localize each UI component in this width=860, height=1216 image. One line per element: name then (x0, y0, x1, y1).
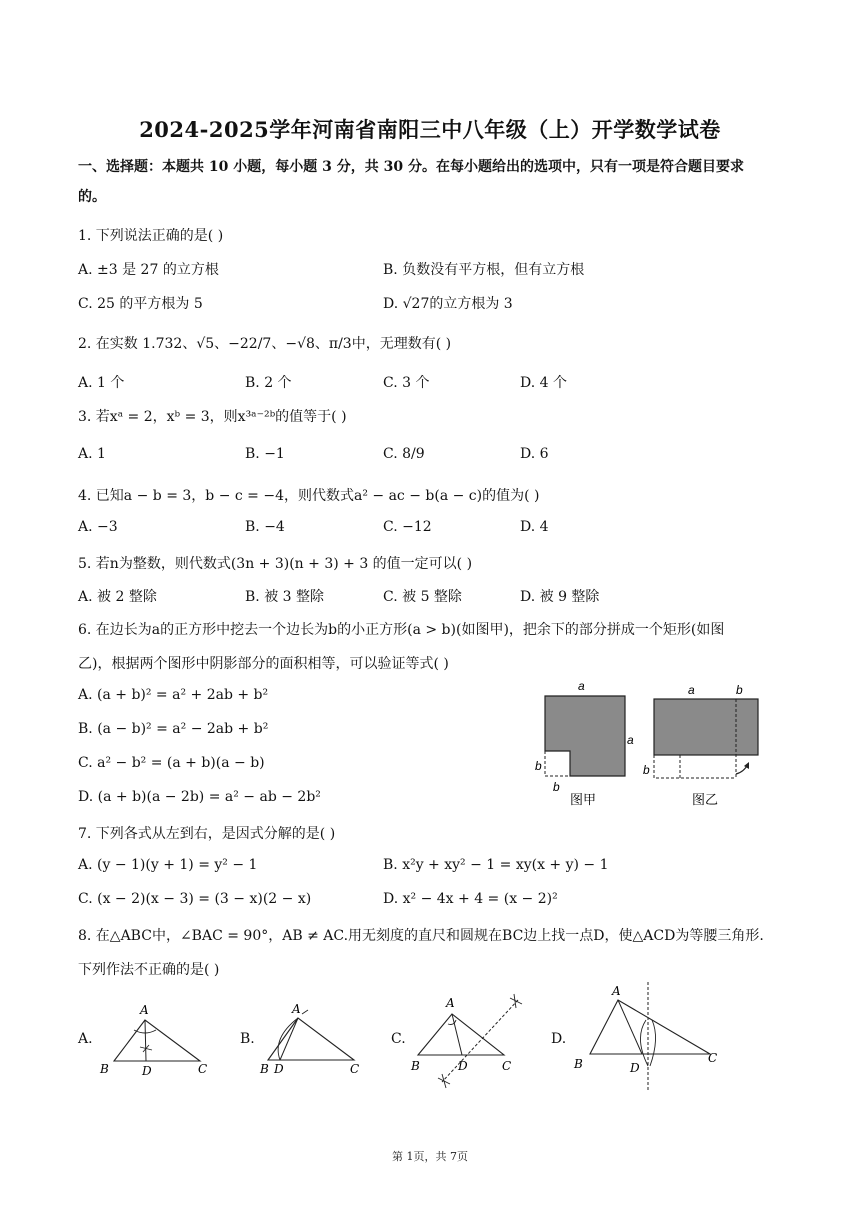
fig-yi-caption: 图乙 (692, 793, 719, 808)
fig-jia-caption: 图甲 (570, 793, 597, 808)
figure-6-squares (530, 674, 770, 814)
q4-option-b[interactable]: B. −4 (245, 519, 285, 535)
q7-option-d[interactable]: D. x² − 4x + 4 = (x − 2)² (383, 891, 558, 907)
q2-option-b[interactable]: B. 2 个 (245, 375, 292, 391)
q3-option-b[interactable]: B. −1 (245, 446, 285, 462)
q8-option-b[interactable]: B. (240, 1031, 255, 1047)
fig8d-label-C: C (708, 1051, 718, 1065)
figure-8b-triangle (258, 996, 368, 1082)
q7-option-c[interactable]: C. (x − 2)(x − 3) = (3 − x)(2 − x) (78, 891, 312, 907)
page-footer: 第 1页，共 7页 (392, 1150, 468, 1163)
figure-jia-cut (545, 751, 570, 776)
page-title: 2024-2025学年河南省南阳三中八年级（上）开学数学试卷 (139, 117, 721, 142)
q3-option-d[interactable]: D. 6 (520, 446, 549, 462)
q6-option-a[interactable]: A. (a + b)² = a² + 2ab + b² (78, 687, 269, 703)
q2-option-a[interactable]: A. 1 个 (78, 375, 125, 391)
figure-jia-shape (545, 696, 625, 776)
q4-option-a[interactable]: A. −3 (78, 519, 118, 535)
fig8a-label-C: C (198, 1062, 208, 1076)
question-7-stem: 7. 下列各式从左到右，是因式分解的是( ) (78, 826, 336, 842)
fig-jia-label-a-right: a (627, 733, 634, 747)
q1-option-c[interactable]: C. 25 的平方根为 5 (78, 296, 203, 312)
figure-yi-shape (654, 699, 758, 755)
fig-jia-label-a-top: a (578, 679, 585, 693)
figure-8a-triangle (96, 996, 216, 1082)
section-heading-line1: 一、选择题：本题共 10 小题，每小题 3 分，共 30 分。在每小题给出的选项中，只有一项是符合题目要求 (78, 159, 744, 175)
fig8a-label-D: D (142, 1064, 152, 1078)
q6-option-b[interactable]: B. (a − b)² = a² − 2ab + b² (78, 721, 269, 737)
q6-option-d[interactable]: D. (a + b)(a − 2b) = a² − ab − 2b² (78, 789, 321, 805)
fig8a-label-B: B (100, 1062, 109, 1076)
q7-option-b[interactable]: B. x²y + xy² − 1 = xy(x + y) − 1 (383, 857, 609, 873)
fig8d-label-B: B (574, 1057, 583, 1071)
question-5-stem: 5. 若n为整数，则代数式(3n + 3)(n + 3) + 3 的值一定可以( ) (78, 556, 473, 572)
q8-option-d[interactable]: D. (551, 1031, 567, 1047)
question-6-stem-line2: 乙)，根据两个图形中阴影部分的面积相等，可以验证等式( ) (78, 656, 449, 672)
q5-option-b[interactable]: B. 被 3 整除 (245, 589, 324, 605)
q3-option-a[interactable]: A. 1 (78, 446, 106, 462)
fig-yi-label-b-left: b (643, 763, 650, 777)
q4-option-c[interactable]: C. −12 (383, 519, 432, 535)
fig8a-label-A: A (140, 1003, 149, 1017)
q7-option-a[interactable]: A. (y − 1)(y + 1) = y² − 1 (78, 857, 258, 873)
fig8b-label-B: B (260, 1062, 269, 1076)
q5-option-a[interactable]: A. 被 2 整除 (78, 589, 157, 605)
question-6-stem-line1: 6. 在边长为a的正方形中挖去一个边长为b的小正方形(a > b)(如图甲)，把余下的部分拼成一个矩形(如图 (78, 622, 725, 638)
q5-option-d[interactable]: D. 被 9 整除 (520, 589, 600, 605)
q4-option-d[interactable]: D. 4 (520, 519, 549, 535)
fig8c-label-C: C (502, 1059, 512, 1073)
q1-option-d[interactable]: D. √27的立方根为 3 (383, 296, 513, 312)
section-heading-line2: 的。 (78, 189, 106, 205)
fig8b-label-D: D (274, 1062, 284, 1076)
fig-jia-label-b-bottom: b (553, 780, 560, 794)
q2-option-c[interactable]: C. 3 个 (383, 375, 430, 391)
question-3-stem: 3. 若xᵃ = 2，xᵇ = 3，则x³ᵃ⁻²ᵇ的值等于( ) (78, 409, 347, 425)
fig8d-label-D: D (630, 1061, 640, 1075)
fig-jia-label-b-left: b (535, 759, 542, 773)
question-2-stem: 2. 在实数 1.732、√5、−22/7、−√8、π/3中，无理数有( ) (78, 336, 452, 352)
fig8c-label-D: D (458, 1059, 468, 1073)
fig-yi-label-a: a (688, 683, 695, 697)
fig8d-label-A: A (612, 984, 621, 998)
figure-8d-triangle (570, 980, 730, 1094)
q8-option-a[interactable]: A. (78, 1031, 93, 1047)
q6-option-c[interactable]: C. a² − b² = (a + b)(a − b) (78, 755, 265, 771)
question-1-stem: 1. 下列说法正确的是( ) (78, 228, 224, 244)
q2-option-d[interactable]: D. 4 个 (520, 375, 567, 391)
q8-option-c[interactable]: C. (391, 1031, 406, 1047)
figure-8c-triangle (408, 990, 528, 1090)
fig8c-label-A: A (446, 996, 455, 1010)
question-8-stem-line1: 8. 在△ABC中，∠BAC = 90°，AB ≠ AC.用无刻度的直尺和圆规在BC边上找一点D，使△ACD为等腰三角形. (78, 928, 764, 944)
fig8c-label-B: B (411, 1059, 420, 1073)
q1-option-a[interactable]: A. ±3 是 27 的立方根 (78, 262, 219, 278)
fig8b-label-A: A (292, 1002, 301, 1016)
question-4-stem: 4. 已知a − b = 3，b − c = −4，则代数式a² − ac − b(a − c)的值为( ) (78, 488, 540, 504)
q5-option-c[interactable]: C. 被 5 整除 (383, 589, 462, 605)
fig8b-label-C: C (350, 1062, 360, 1076)
q3-option-c[interactable]: C. 8/9 (383, 446, 425, 462)
q1-option-b[interactable]: B. 负数没有平方根，但有立方根 (383, 262, 585, 278)
fig-yi-label-b-top: b (736, 683, 743, 697)
question-8-stem-line2: 下列作法不正确的是( ) (78, 962, 220, 978)
